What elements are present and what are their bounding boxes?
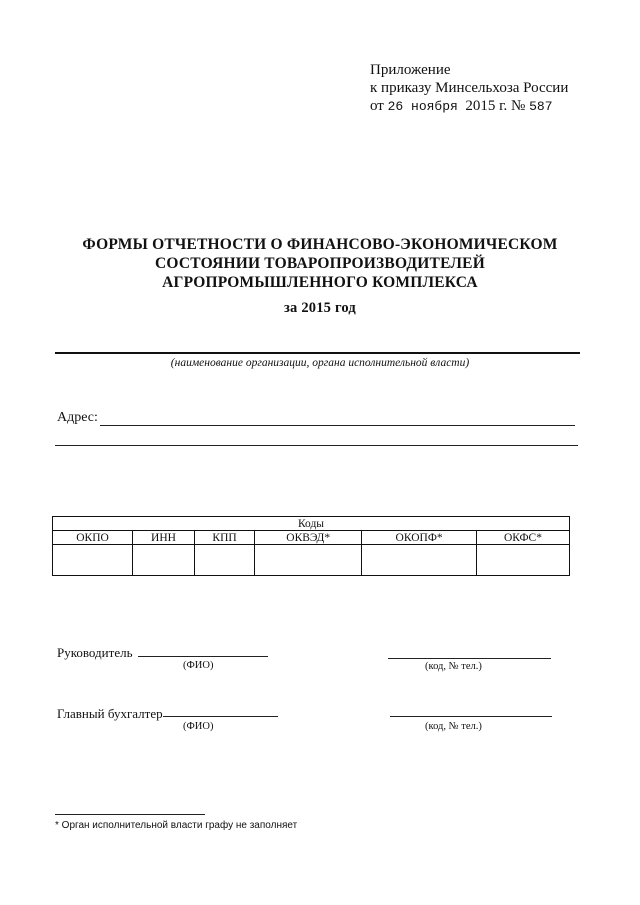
form-title-line-3: АГРОПРОМЫШЛЕННОГО КОМПЛЕКСА: [162, 274, 478, 291]
inn-value-cell[interactable]: [133, 545, 195, 576]
head-phone-field[interactable]: [388, 658, 551, 659]
column-kpp: КПП: [194, 531, 254, 545]
okpo-value-cell[interactable]: [53, 545, 133, 576]
appendix-order-ref: к приказу Минсельхоза России: [370, 80, 569, 96]
okfs-value-cell[interactable]: [477, 545, 570, 576]
appendix-date-line: [370, 97, 553, 116]
accountant-fio-caption: (ФИО): [183, 721, 214, 732]
footnote: * Орган исполнительной власти графу не заполняет: [55, 820, 298, 831]
head-code-caption: (код, № тел.): [425, 661, 482, 672]
accountant-phone-field[interactable]: [390, 716, 552, 717]
footnote-divider: [55, 814, 205, 815]
codes-table: [52, 516, 570, 576]
date-year: 2015 г. №: [465, 98, 526, 114]
column-okopf: ОКОПФ*: [362, 531, 477, 545]
column-okved: ОКВЭД*: [255, 531, 362, 545]
order-number: 587: [529, 99, 553, 114]
okved-value-cell[interactable]: [255, 545, 362, 576]
column-okfs: ОКФС*: [477, 531, 570, 545]
address-field-line-1[interactable]: [100, 425, 575, 426]
head-signature-field[interactable]: [138, 656, 268, 657]
date-day-month: 26 ноября: [387, 99, 458, 114]
address-field-line-2[interactable]: [55, 445, 578, 446]
column-okpo: ОКПО: [53, 531, 133, 545]
okopf-value-cell[interactable]: [362, 545, 477, 576]
date-prefix: от: [370, 98, 384, 114]
report-year: за 2015 год: [284, 300, 356, 316]
column-inn: ИНН: [133, 531, 195, 545]
organization-name-field[interactable]: [55, 352, 580, 354]
accountant-code-caption: (код, № тел.): [425, 721, 482, 732]
head-label: Руководитель: [57, 645, 133, 660]
head-fio-caption: (ФИО): [183, 660, 214, 671]
appendix-title: Приложение: [370, 62, 451, 78]
kpp-value-cell[interactable]: [194, 545, 254, 576]
organization-caption: (наименование организации, органа исполнительной власти): [170, 357, 470, 369]
accountant-label: Главный бухгалтер: [57, 706, 163, 721]
accountant-signature-field[interactable]: [163, 716, 278, 717]
form-title-line-2: СОСТОЯНИИ ТОВАРОПРОИЗВОДИТЕЛЕЙ: [155, 255, 485, 272]
codes-header: Коды: [53, 517, 570, 531]
form-title-line-1: ФОРМЫ ОТЧЕТНОСТИ О ФИНАНСОВО-ЭКОНОМИЧЕСКОМ: [82, 236, 558, 253]
address-label: Адрес:: [57, 410, 98, 425]
